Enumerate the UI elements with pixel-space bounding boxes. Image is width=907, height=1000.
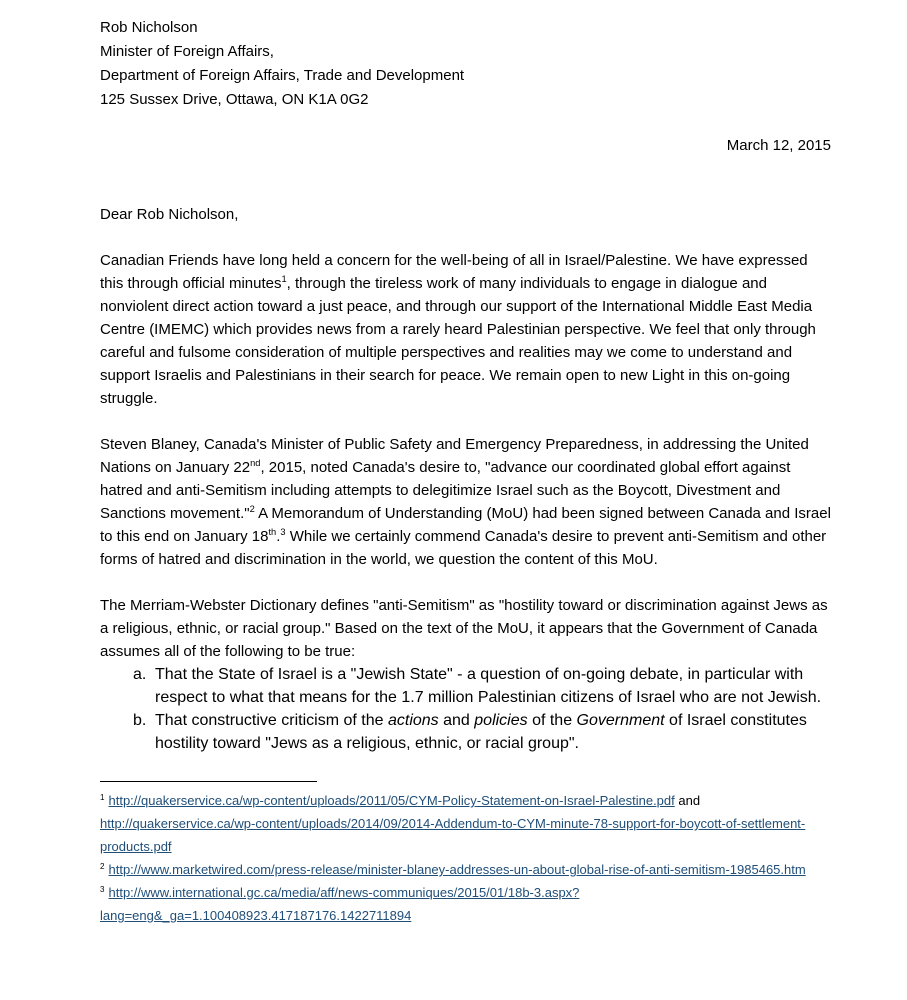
text-run: Steven Blaney, Canada's Minister of Public Safety and Emergency Preparedness, in addressing the United Nations on January 22 bbox=[100, 436, 809, 476]
footnote-link[interactable]: http://quakerservice.ca/wp-content/uploads/2011/05/CYM-Policy-Statement-on-Israel-Palestine.pdf bbox=[108, 793, 675, 808]
text-run: A Memorandum of Understanding (MoU) had been signed between Canada and Israel to this end on January 18 bbox=[100, 505, 831, 545]
footnote-marker-3: 3 bbox=[100, 884, 105, 894]
footnote-marker-2: 2 bbox=[100, 861, 105, 871]
text-run: of the bbox=[527, 712, 577, 729]
text-run: The Merriam-Webster Dictionary defines "anti-Semitism" as "hostility toward or discrimination against Jews as a religious, ethnic, or racial group." Based on the text of the MoU, it appears that the Government of Canada assumes all of the following to be true: bbox=[100, 597, 828, 660]
text-run: of Israel constitutes hostility toward "Jews as a religious, ethnic, or racial group". bbox=[155, 712, 807, 752]
recipient-name: Rob Nicholson bbox=[100, 19, 198, 36]
list-text-b bbox=[155, 709, 831, 755]
paragraph-blaney bbox=[100, 433, 831, 571]
superscript-ref: th bbox=[268, 527, 277, 537]
paragraph-concern bbox=[100, 249, 831, 410]
text-run: Canadian Friends have long held a concern for the well-being of all in Israel/Palestine. We have expressed this through official minutes bbox=[100, 252, 808, 292]
superscript-ref: 3 bbox=[280, 527, 286, 537]
paragraph-definition bbox=[100, 594, 831, 663]
text-run: , through the tireless work of many individuals to engage in dialogue and nonviolent direct action toward a just peace, and through our support of the International Middle East Media Centre (IMEMC) which provides news from a rarely heard Palestinian perspective. We feel that only through careful and fulsome consideration of multiple perspectives and realities may we come to understand and support Israelis and Palestinians in their search for peace. We remain open to new Light in this on-going struggle. bbox=[100, 275, 816, 407]
footnotes-block bbox=[100, 789, 831, 927]
recipient-block bbox=[100, 16, 831, 112]
text-run: . bbox=[276, 528, 281, 545]
footnote-3 bbox=[100, 881, 831, 927]
footnote-2 bbox=[100, 858, 831, 881]
recipient-department: Department of Foreign Affairs, Trade and Development bbox=[100, 67, 465, 84]
text-run: , 2015, noted Canada's desire to, "advance our coordinated global effort against hatred and anti-Semitism including attempts to delegitimize Israel such as the Boycott, Divestment and Sanctions movement." bbox=[100, 459, 791, 522]
footnote-text-1 bbox=[100, 793, 805, 854]
superscript-ref: nd bbox=[250, 458, 261, 468]
list-item-a bbox=[133, 663, 831, 709]
list-marker-b: b. bbox=[133, 712, 147, 729]
recipient-title: Minister of Foreign Affairs, bbox=[100, 43, 274, 60]
list-text-a bbox=[155, 663, 831, 709]
italic-run: Government bbox=[576, 712, 665, 729]
recipient-address: 125 Sussex Drive, Ottawa, ON K1A 0G2 bbox=[100, 91, 369, 108]
text-run: and bbox=[674, 793, 701, 808]
text-run: and bbox=[438, 712, 475, 729]
salutation: Dear Rob Nicholson, bbox=[100, 206, 239, 223]
list-item-b bbox=[133, 709, 831, 755]
footnote-1 bbox=[100, 789, 831, 858]
italic-run: actions bbox=[387, 712, 439, 729]
text-run: While we certainly commend Canada's desire to prevent anti-Semitism and other forms of hatred and discrimination in the world, we question the content of this MoU. bbox=[100, 528, 827, 568]
footnote-separator bbox=[100, 781, 317, 782]
assumptions-list bbox=[100, 663, 831, 755]
footnote-link[interactable]: http://www.international.gc.ca/media/aff/news-communiques/2015/01/18b-3.aspx?lang=eng&_ga=1.100408923.417187176.1422711894 bbox=[100, 885, 580, 923]
italic-run: policies bbox=[474, 712, 528, 729]
letter-date: March 12, 2015 bbox=[726, 137, 831, 154]
text-run: That constructive criticism of the bbox=[155, 712, 388, 729]
list-marker-a: a. bbox=[133, 666, 147, 683]
footnote-link[interactable]: http://quakerservice.ca/wp-content/uploads/2014/09/2014-Addendum-to-CYM-minute-78-support-for-boycott-of-settlement-products.pdf bbox=[100, 816, 806, 854]
footnote-link[interactable]: http://www.marketwired.com/press-release/minister-blaney-addresses-un-about-global-rise-of-anti-semitism-1985465.htm bbox=[108, 862, 806, 877]
superscript-ref: 2 bbox=[249, 504, 255, 514]
superscript-ref: 1 bbox=[281, 274, 287, 284]
footnote-marker-1: 1 bbox=[100, 792, 105, 802]
footnote-text-2 bbox=[108, 862, 805, 877]
text-run: That the State of Israel is a "Jewish State" - a question of on-going debate, in particular with respect to what that means for the 1.7 million Palestinian citizens of Israel who are not Jewish. bbox=[155, 666, 822, 706]
footnote-text-3 bbox=[100, 885, 579, 923]
